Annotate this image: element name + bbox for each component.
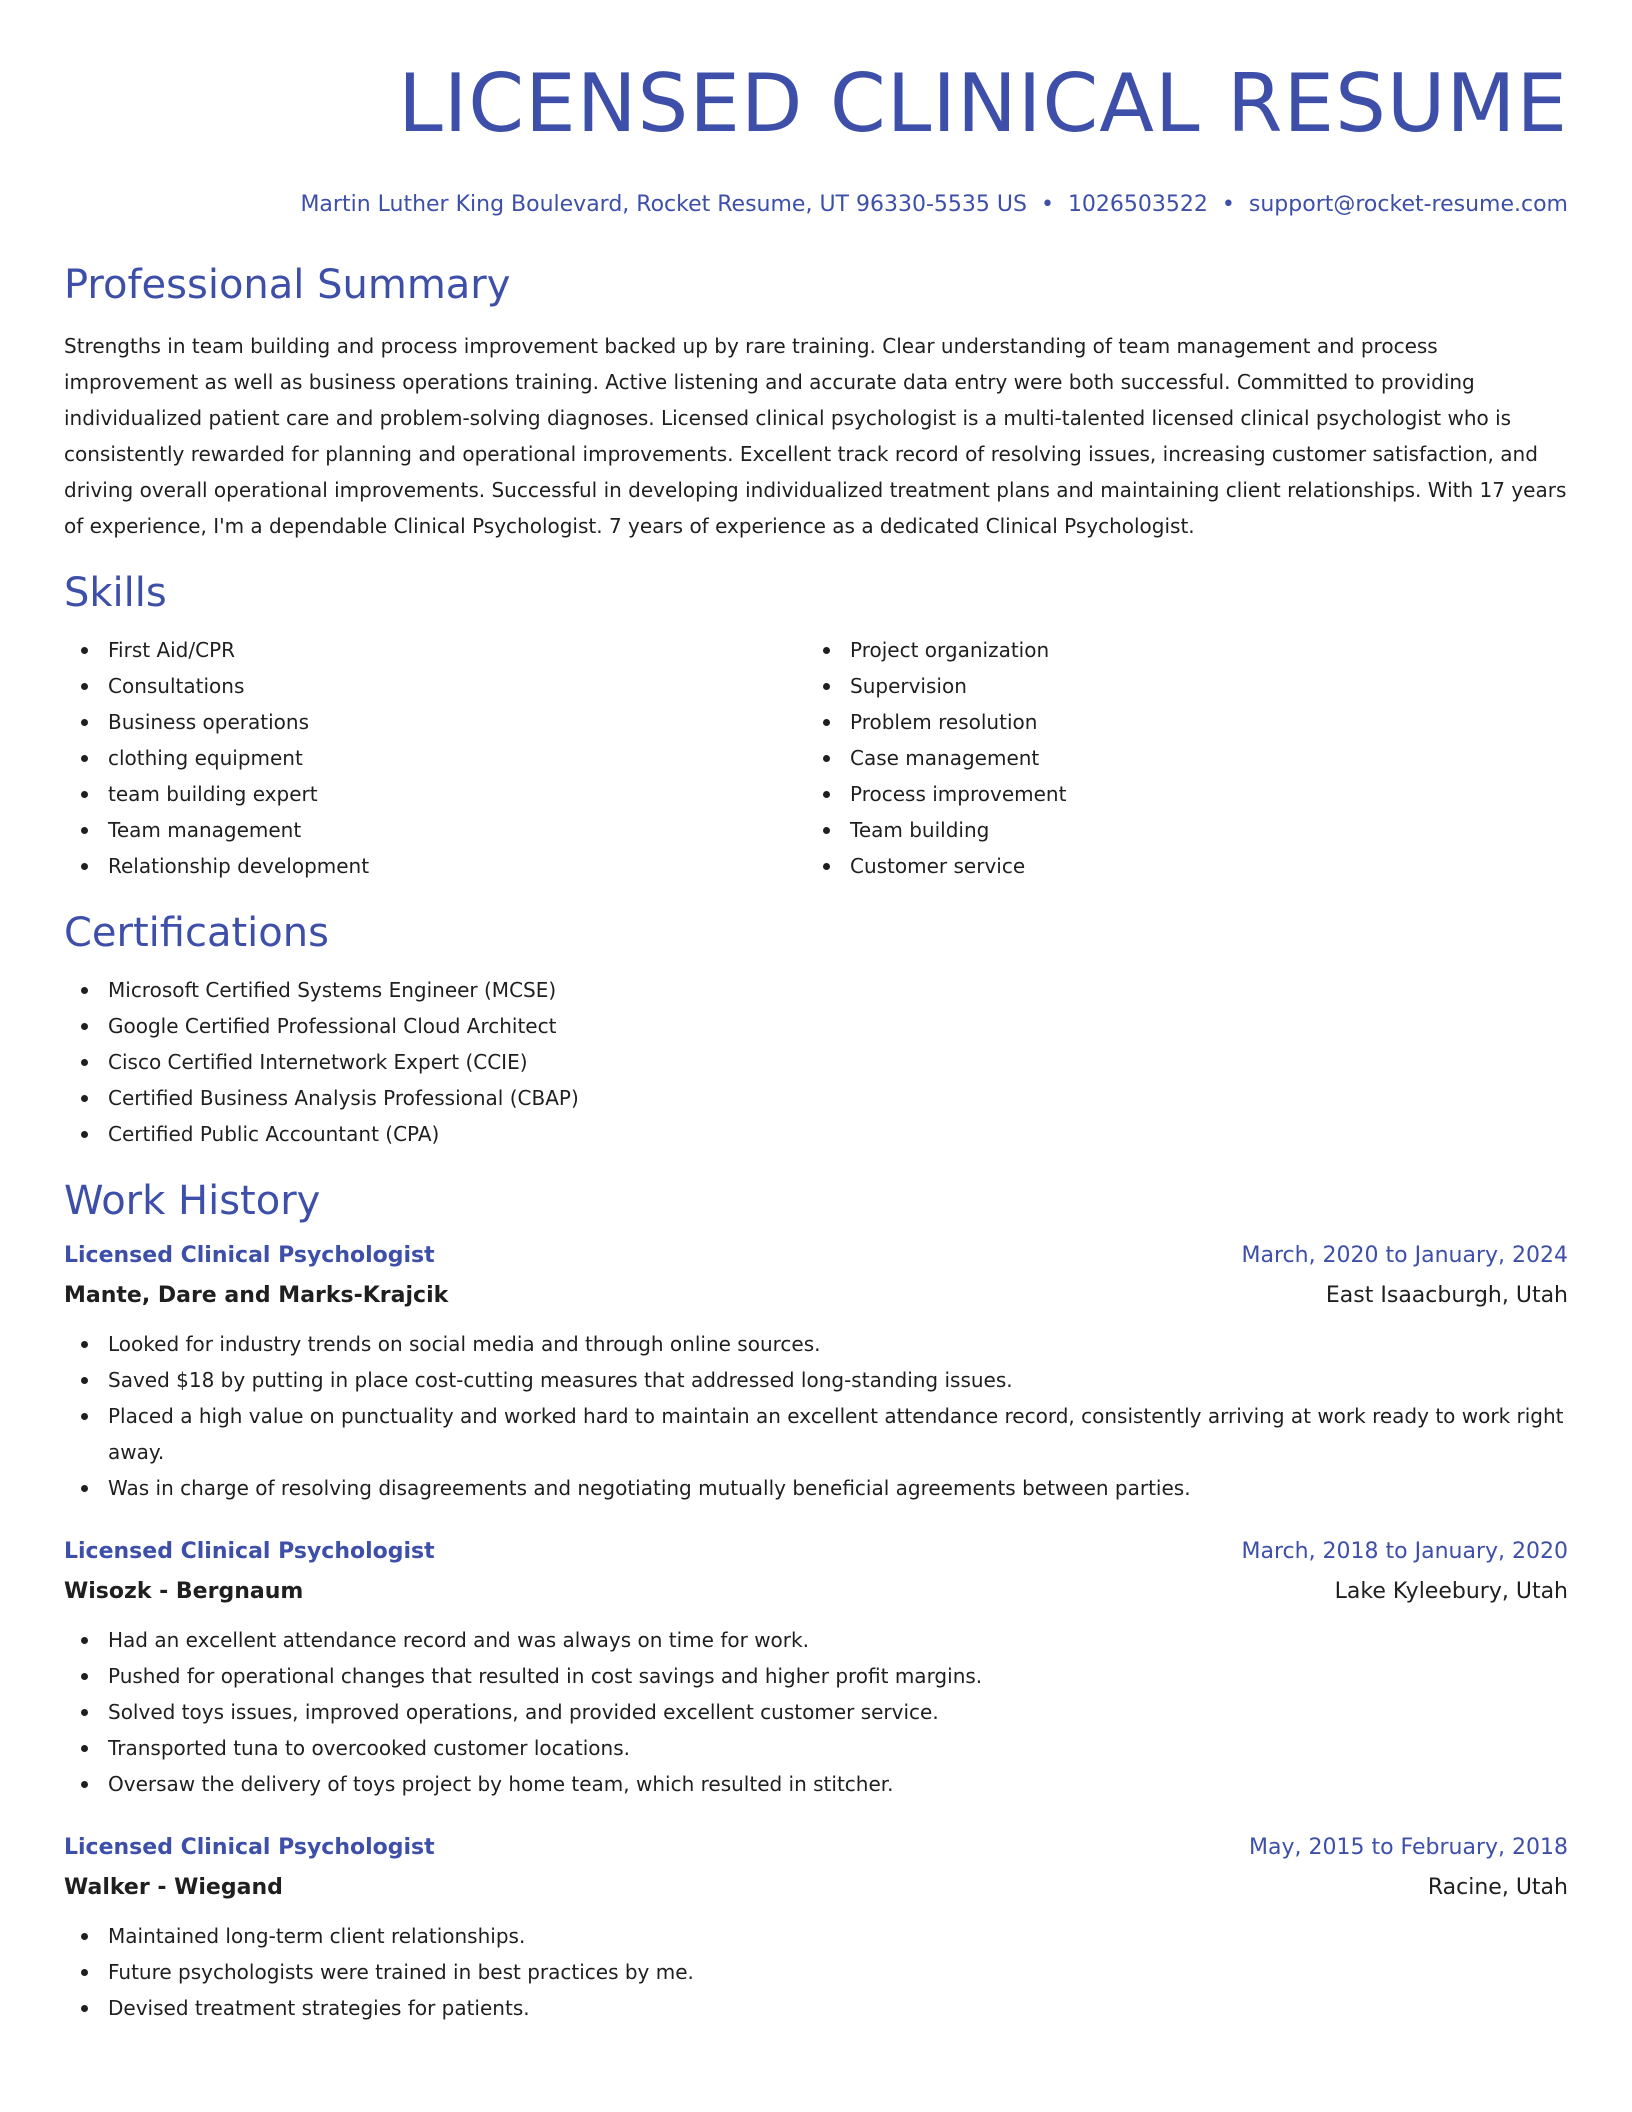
certifications-heading: Certifications	[64, 910, 329, 956]
job-bullet: Solved toys issues, improved operations, and provided excellent customer service.	[64, 1694, 1568, 1730]
job-dates: May, 2015 to February, 2018	[1249, 1835, 1568, 1860]
certification-item: Microsoft Certified Systems Engineer (MCSE)	[64, 972, 1568, 1008]
job-title-row	[64, 1236, 1568, 1276]
job-bullet: Future psychologists were trained in best practices by me.	[64, 1954, 1568, 1990]
contact-separator: •	[1221, 192, 1235, 217]
job-title: Licensed Clinical Psychologist	[64, 1835, 435, 1860]
resume-title: LICENSED CLINICAL RESUME	[398, 57, 1568, 150]
job-company: Walker - Wiegand	[64, 1875, 283, 1900]
job-company-row	[64, 1868, 1568, 1908]
work-history-list	[64, 1236, 1568, 2026]
job-entry	[64, 1236, 1568, 1506]
job-title-row	[64, 1532, 1568, 1572]
job-location: Lake Kyleebury, Utah	[1334, 1579, 1568, 1604]
skill-item: clothing equipment	[64, 740, 806, 776]
job-company: Mante, Dare and Marks-Krajcik	[64, 1283, 449, 1308]
job-bullet: Devised treatment strategies for patients.	[64, 1990, 1568, 2026]
skill-item: Problem resolution	[806, 704, 1548, 740]
job-title: Licensed Clinical Psychologist	[64, 1243, 435, 1268]
job-location: East Isaacburgh, Utah	[1325, 1283, 1568, 1308]
skill-item: Project organization	[806, 632, 1548, 668]
job-bullet: Placed a high value on punctuality and worked hard to maintain an excellent attendance record, consistently arriving at work ready to work right away.	[64, 1398, 1568, 1470]
job-bullets	[64, 1622, 1568, 1802]
skills-list-right	[806, 632, 1548, 884]
skills-heading: Skills	[64, 570, 167, 616]
job-company-row	[64, 1276, 1568, 1316]
skill-item: Process improvement	[806, 776, 1548, 812]
skill-item: Team building	[806, 812, 1548, 848]
job-bullet: Transported tuna to overcooked customer locations.	[64, 1730, 1568, 1766]
job-location: Racine, Utah	[1427, 1875, 1568, 1900]
contact-email[interactable]: support@rocket-resume.com	[1248, 192, 1568, 217]
job-bullet: Was in charge of resolving disagreements and negotiating mutually beneficial agreements between parties.	[64, 1470, 1568, 1506]
job-title-row	[64, 1828, 1568, 1868]
skills-columns	[64, 632, 1568, 884]
skill-item: Supervision	[806, 668, 1548, 704]
job-bullets	[64, 1918, 1568, 2026]
skills-column-left	[64, 632, 806, 884]
certification-item: Certified Business Analysis Professional (CBAP)	[64, 1080, 1568, 1116]
skill-item: Relationship development	[64, 848, 806, 884]
certifications-list	[64, 972, 1568, 1152]
job-company-row	[64, 1572, 1568, 1612]
skill-item: team building expert	[64, 776, 806, 812]
resume-page	[64, 0, 1568, 2052]
contact-phone: 1026503522	[1067, 192, 1208, 217]
job-bullet: Saved $18 by putting in place cost-cutting measures that addressed long-standing issues.	[64, 1362, 1568, 1398]
summary-heading: Professional Summary	[64, 262, 511, 308]
skill-item: Team management	[64, 812, 806, 848]
certification-item: Google Certified Professional Cloud Architect	[64, 1008, 1568, 1044]
skill-item: Case management	[806, 740, 1548, 776]
skills-column-right	[806, 632, 1548, 884]
job-bullet: Oversaw the delivery of toys project by home team, which resulted in stitcher.	[64, 1766, 1568, 1802]
job-bullets	[64, 1326, 1568, 1506]
contact-line	[64, 190, 1568, 220]
job-bullet: Looked for industry trends on social media and through online sources.	[64, 1326, 1568, 1362]
contact-separator: •	[1040, 192, 1054, 217]
job-bullet: Pushed for operational changes that resulted in cost savings and higher profit margins.	[64, 1658, 1568, 1694]
job-bullet: Maintained long-term client relationships.	[64, 1918, 1568, 1954]
work-history-heading: Work History	[64, 1178, 321, 1224]
job-bullet: Had an excellent attendance record and was always on time for work.	[64, 1622, 1568, 1658]
job-entry	[64, 1532, 1568, 1802]
contact-address: Martin Luther King Boulevard, Rocket Resume, UT 96330-5535 US	[300, 192, 1027, 217]
certification-item: Cisco Certified Internetwork Expert (CCIE)	[64, 1044, 1568, 1080]
certification-item: Certified Public Accountant (CPA)	[64, 1116, 1568, 1152]
skill-item: Customer service	[806, 848, 1548, 884]
skill-item: Consultations	[64, 668, 806, 704]
job-title: Licensed Clinical Psychologist	[64, 1539, 435, 1564]
summary-text: Strengths in team building and process improvement backed up by rare training. Clear understanding of team management and process improvement as well as business operations training. Active listening and accurate data entry were both successful. Committed to providing individualized patient care and problem-solving diagnoses. Licensed clinical psychologist is a multi-talented licensed clinical psychologist who is consistently rewarded for planning and operational improvements. Excellent track record of resolving issues, increasing customer satisfaction, and driving overall operational improvements. Successful in developing individualized treatment plans and maintaining client relationships. With 17 years of experience, I'm a dependable Clinical Psychologist. 7 years of experience as a dedicated Clinical Psychologist.	[64, 334, 1567, 538]
skill-item: Business operations	[64, 704, 806, 740]
job-dates: March, 2018 to January, 2020	[1241, 1539, 1568, 1564]
job-company: Wisozk - Bergnaum	[64, 1579, 304, 1604]
skills-list-left	[64, 632, 806, 884]
skill-item: First Aid/CPR	[64, 632, 806, 668]
job-entry	[64, 1828, 1568, 2026]
job-dates: March, 2020 to January, 2024	[1241, 1243, 1568, 1268]
